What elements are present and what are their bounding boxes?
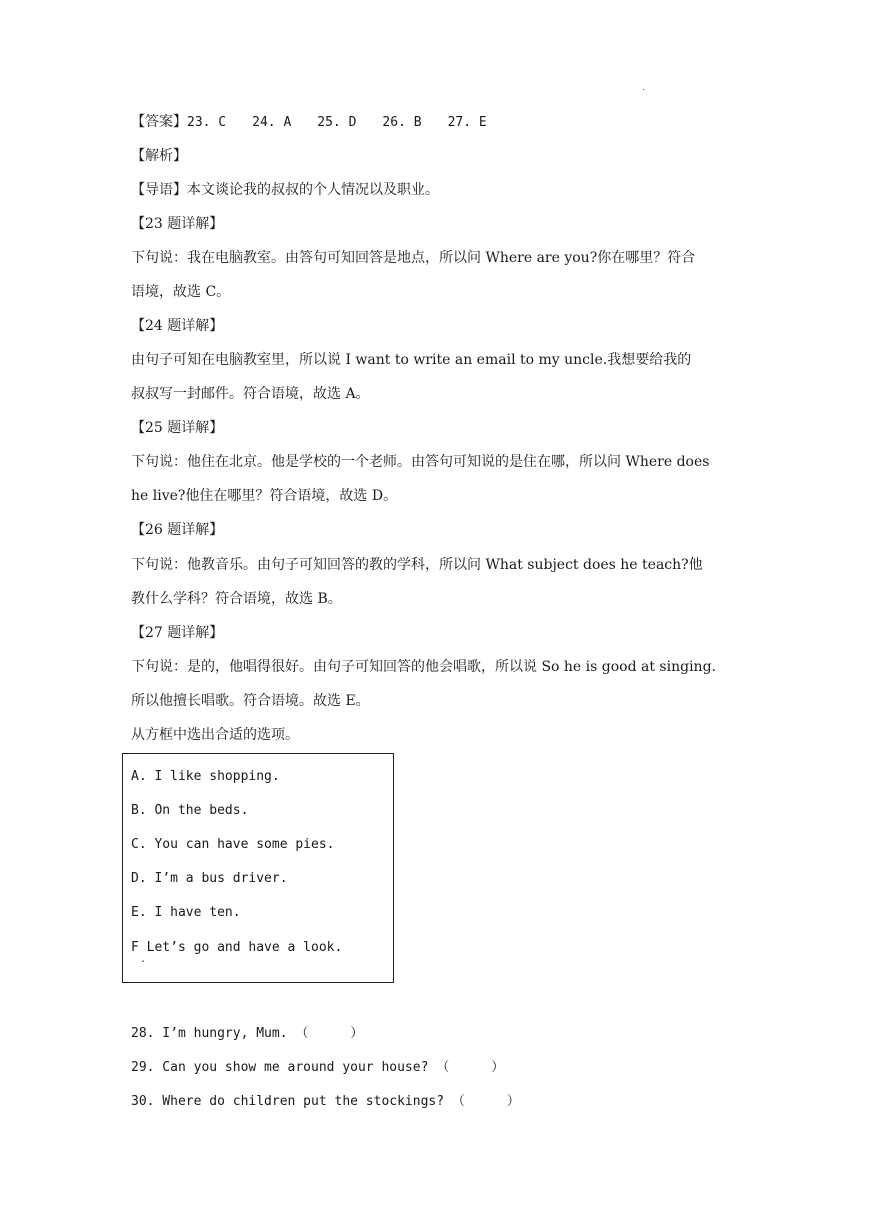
detail-24-line-2: 叔叔写一封邮件。符合语境，故选 A。	[131, 386, 370, 402]
detail-26-heading: 【26 题详解】	[131, 522, 224, 538]
detail-27-line-1: 下句说：是的，他唱得很好。由句子可知回答的他会唱歌，所以说 So he is good at singing.	[131, 659, 716, 675]
intro-line: 【导语】本文谈论我的叔叔的个人情况以及职业。	[131, 182, 439, 198]
detail-26-line-1: 下句说：他教音乐。由句子可知回答的教的学科，所以问 What subject does he teach?他	[131, 557, 703, 573]
question-30	[131, 1092, 520, 1112]
detail-23-line-1: 下句说：我在电脑教室。由答句可知回答是地点，所以问 Where are you?你在哪里？符合	[131, 250, 696, 266]
detail-23-line-2: 语境，故选 C。	[131, 284, 231, 300]
answer-label: 【答案】	[131, 114, 187, 130]
question-28-paren-close: ）	[350, 1026, 364, 1041]
options-dot: .	[140, 954, 147, 965]
detail-25-line-1: 下句说：他住在北京。他是学校的一个老师。由答句可知说的是住在哪，所以问 Where does	[131, 454, 710, 470]
question-30-paren-close: ）	[506, 1094, 520, 1109]
detail-25-heading: 【25 题详解】	[131, 420, 224, 436]
answer-26: 26. B	[382, 115, 422, 130]
detail-24-line-1: 由句子可知在电脑教室里，所以说 I want to write an email to my uncle.我想要给我的	[131, 352, 692, 368]
question-29-paren-close: ）	[491, 1060, 505, 1075]
header-dot: .	[642, 82, 646, 93]
option-e: E. I have ten.	[131, 905, 241, 920]
option-d: D. I’m a bus driver.	[131, 871, 288, 886]
option-a: A. I like shopping.	[131, 769, 280, 784]
answer-line	[131, 112, 741, 133]
question-28-text: 28. I’m hungry, Mum.	[131, 1026, 288, 1041]
detail-24-heading: 【24 题详解】	[131, 318, 224, 334]
question-28	[131, 1024, 363, 1044]
option-f: F Let’s go and have a look.	[131, 940, 343, 955]
answer-23: 23. C	[187, 115, 227, 130]
detail-25-line-2: he live?他住在哪里？符合语境，故选 D。	[131, 488, 398, 504]
question-30-text: 30. Where do children put the stockings?	[131, 1094, 445, 1109]
analysis-label: 【解析】	[131, 148, 187, 164]
detail-23-heading: 【23 题详解】	[131, 216, 224, 232]
detail-26-line-2: 教什么学科？符合语境，故选 B。	[131, 591, 342, 607]
question-29-paren-open: （	[436, 1060, 450, 1075]
question-29-text: 29. Can you show me around your house?	[131, 1060, 429, 1075]
answer-25: 25. D	[317, 115, 357, 130]
question-30-paren-open: （	[451, 1094, 465, 1109]
instruction-line: 从方框中选出合适的选项。	[131, 727, 299, 743]
detail-27-heading: 【27 题详解】	[131, 625, 224, 641]
question-28-paren-open: （	[295, 1026, 309, 1041]
detail-27-line-2: 所以他擅长唱歌。符合语境。故选 E。	[131, 693, 370, 709]
option-c: C. You can have some pies.	[131, 837, 335, 852]
option-b: B. On the beds.	[131, 803, 249, 818]
answer-24: 24. A	[252, 115, 292, 130]
answer-27: 27. E	[447, 115, 487, 130]
options-box	[122, 753, 394, 983]
question-29	[131, 1058, 504, 1078]
